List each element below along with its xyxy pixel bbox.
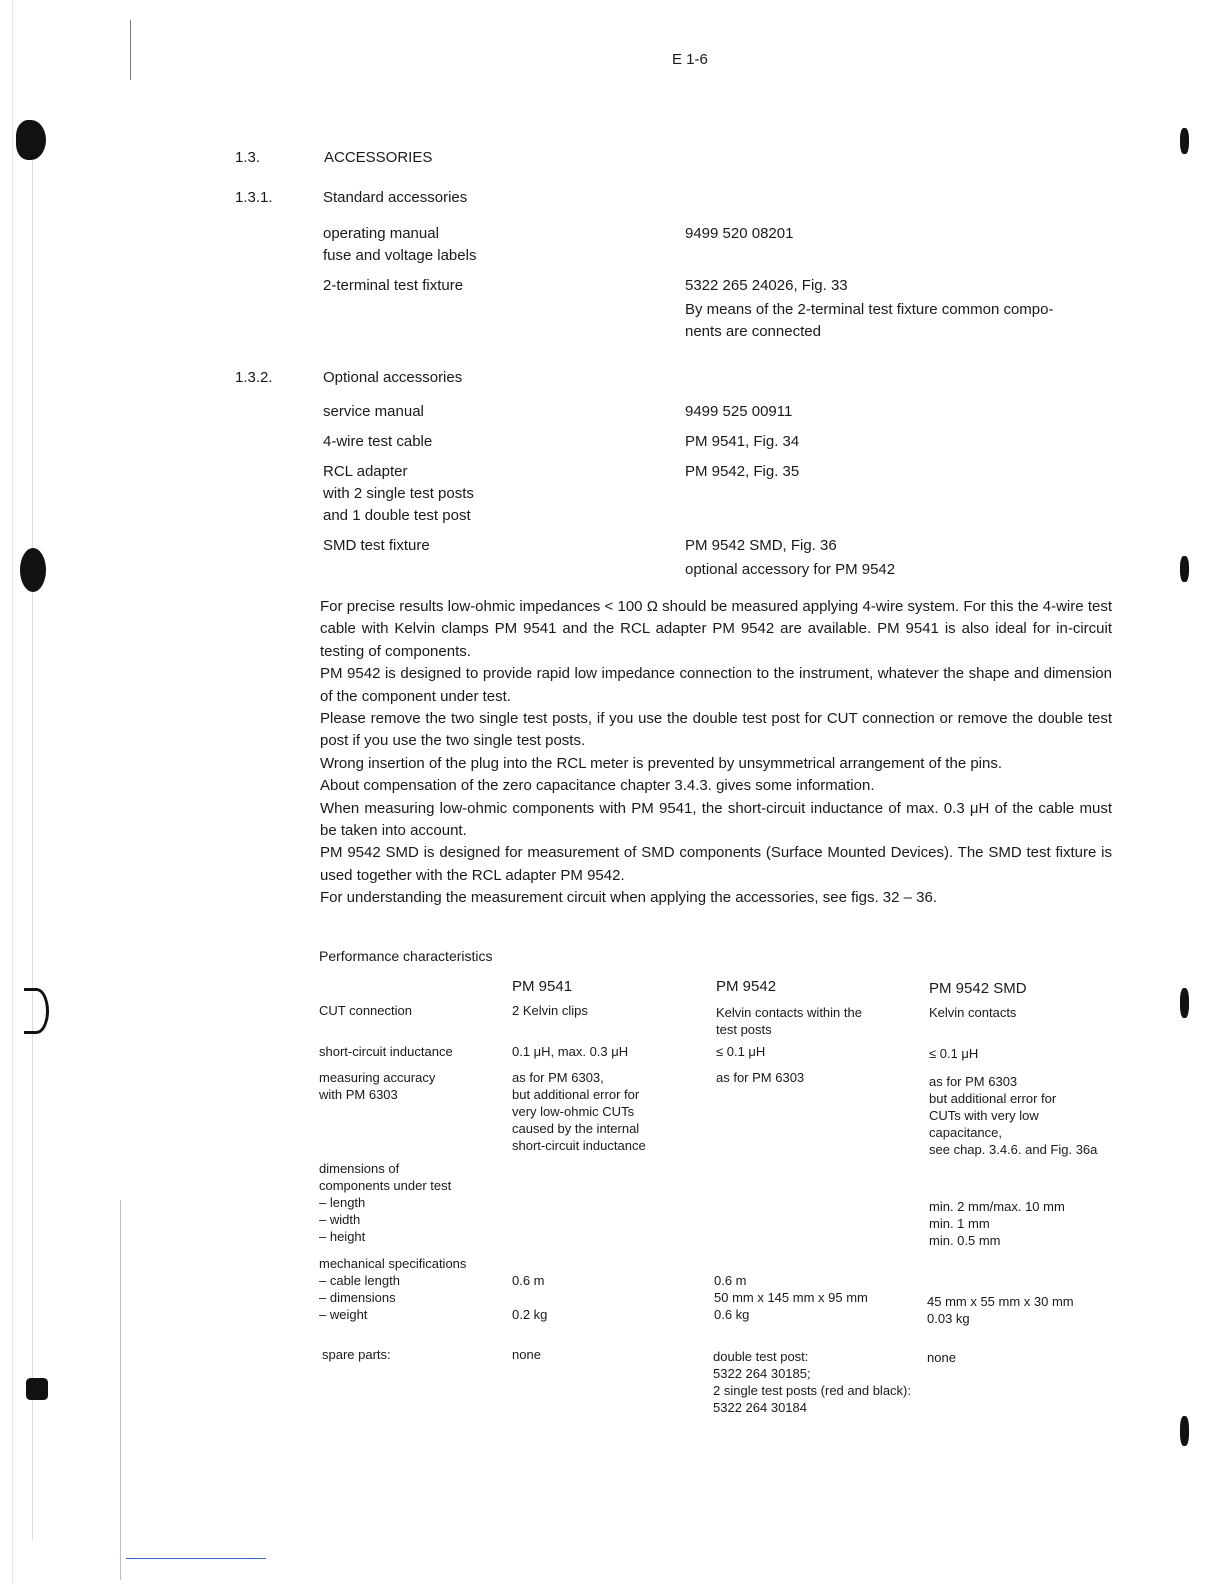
accessory-name: fuse and voltage labels xyxy=(323,247,477,264)
row-label: CUT connection xyxy=(319,1003,412,1018)
row-label: dimensions of components under test – length – width – height xyxy=(319,1161,452,1244)
cell-pm9541: 0.1 μH, max. 0.3 μH xyxy=(512,1044,629,1059)
margin-mark xyxy=(1180,1416,1189,1446)
subsection-number: 1.3.1. xyxy=(235,189,273,206)
accessory-code: 5322 265 24026, Fig. 33 xyxy=(685,277,848,294)
accessory-name: SMD test fixture xyxy=(323,537,430,554)
accessory-name: RCL adapter xyxy=(323,463,408,480)
bracket-mark xyxy=(24,988,49,1034)
accessory-code: 9499 520 08201 xyxy=(685,225,794,242)
accessory-code: PM 9541, Fig. 34 xyxy=(685,433,800,450)
accessory-note: nents are connected xyxy=(685,323,821,340)
accessory-name: 2-terminal test fixture xyxy=(323,277,464,294)
section-number: 1.3. xyxy=(235,149,261,166)
paragraph: PM 9542 is designed to provide rapid low impedance connection to the instrument, whatever the shape and dimension of the component under test. xyxy=(320,665,1112,705)
cell-pm9542: as for PM 6303 xyxy=(716,1070,805,1085)
accessory-name: with 2 single test posts xyxy=(323,485,474,502)
scan-edge-line xyxy=(32,140,33,1540)
page-number: E 1-6 xyxy=(672,51,708,68)
binding-hole-mark xyxy=(16,120,46,160)
paragraph: About compensation of the zero capacitance chapter 3.4.3. gives some information. xyxy=(320,777,875,795)
body-text xyxy=(320,596,1112,910)
row-label: measuring accuracy with PM 6303 xyxy=(319,1070,436,1102)
margin-mark xyxy=(1180,128,1189,154)
accessory-note: By means of the 2-terminal test fixture common compo- xyxy=(685,301,1054,318)
cell-pm9541: as for PM 6303, but additional error for very low-ohmic CUTs caused by the internal short-circuit inductance xyxy=(512,1070,646,1153)
accessory-code: PM 9542, Fig. 35 xyxy=(685,463,800,480)
paragraph: When measuring low-ohmic components with PM 9541, the short-circuit inductance of max. 0.3 μH of the cable must be taken into account. xyxy=(320,799,1112,840)
subsection-number: 1.3.2. xyxy=(235,369,273,386)
footnote-rule xyxy=(126,1558,266,1559)
cell-pm9542-smd: ≤ 0.1 μH xyxy=(929,1046,979,1061)
row-label: spare parts: xyxy=(322,1347,391,1362)
accessory-name: service manual xyxy=(323,403,424,420)
cell-pm9542-smd: none xyxy=(927,1350,956,1365)
cell-pm9542-smd: as for PM 6303 but additional error for CUTs with very low capacitance, see chap. 3.4.6. and Fig. 36a xyxy=(929,1074,1098,1157)
binding-hole-mark xyxy=(26,1378,48,1400)
scan-edge-line xyxy=(120,1200,121,1580)
cell-pm9542: Kelvin contacts within the test posts xyxy=(716,1005,862,1037)
performance-title: Performance characteristics xyxy=(319,948,493,964)
paragraph: For understanding the measurement circuit when applying the accessories, see figs. 32 – 36. xyxy=(320,889,938,907)
cell-pm9541: 0.2 kg xyxy=(512,1307,548,1322)
cell-pm9542-smd: min. 2 mm/max. 10 mm min. 1 mm min. 0.5 mm xyxy=(929,1199,1065,1248)
accessory-name: 4-wire test cable xyxy=(323,433,433,450)
section-title: ACCESSORIES xyxy=(324,149,433,166)
row-label: mechanical specifications – cable length – dimensions – weight xyxy=(319,1256,467,1322)
margin-mark xyxy=(1180,556,1189,582)
cell-pm9541: 2 Kelvin clips xyxy=(512,1003,588,1018)
scan-edge-line xyxy=(130,20,131,80)
cell-pm9542: ≤ 0.1 μH xyxy=(716,1044,766,1059)
column-header-pm9541: PM 9541 xyxy=(512,978,573,995)
paragraph: Wrong insertion of the plug into the RCL meter is prevented by unsymmetrical arrangement of the pins. xyxy=(320,754,1003,772)
column-header-pm9542: PM 9542 xyxy=(716,978,777,995)
scan-left-edge xyxy=(0,0,70,1584)
cell-pm9542-smd: Kelvin contacts xyxy=(929,1005,1017,1020)
accessory-name: and 1 double test post xyxy=(323,507,471,524)
scan-edge-line xyxy=(12,0,13,1584)
subsection-title: Standard accessories xyxy=(323,189,468,206)
column-header-pm9542-smd: PM 9542 SMD xyxy=(929,980,1027,997)
accessory-name: operating manual xyxy=(323,225,439,242)
margin-mark xyxy=(1180,988,1189,1018)
paragraph: Please remove the two single test posts, if you use the double test post for CUT connection or remove the double test post if you use the two single test posts. xyxy=(320,710,1112,750)
subsection-title: Optional accessories xyxy=(323,369,463,386)
paragraph: PM 9542 SMD is designed for measurement of SMD components (Surface Mounted Devices). The SMD test fixture is used together with the RCL adapter PM 9542. xyxy=(320,844,1112,884)
accessory-code: PM 9542 SMD, Fig. 36 xyxy=(685,537,837,554)
cell-pm9542-smd: 45 mm x 55 mm x 30 mm 0.03 kg xyxy=(927,1294,1074,1326)
binding-hole-mark xyxy=(20,548,46,592)
accessory-note: optional accessory for PM 9542 xyxy=(685,561,896,578)
cell-pm9542: 0.6 m 50 mm x 145 mm x 95 mm 0.6 kg xyxy=(714,1273,868,1322)
paragraph: For precise results low-ohmic impedances < 100 Ω should be measured applying 4-wire system. For this the 4-wire test cable with Kelvin clamps PM 9541 and the RCL adapter PM 9542 are available. PM 9541 is also ideal for in-circuit testing of components. xyxy=(320,598,1112,660)
cell-pm9542: double test post: 5322 264 30185; 2 single test posts (red and black): 5322 264 30184 xyxy=(713,1349,911,1415)
accessory-code: 9499 525 00911 xyxy=(685,403,793,420)
cell-pm9541: none xyxy=(512,1347,541,1362)
cell-pm9541: 0.6 m xyxy=(512,1273,545,1288)
row-label: short-circuit inductance xyxy=(319,1044,453,1059)
